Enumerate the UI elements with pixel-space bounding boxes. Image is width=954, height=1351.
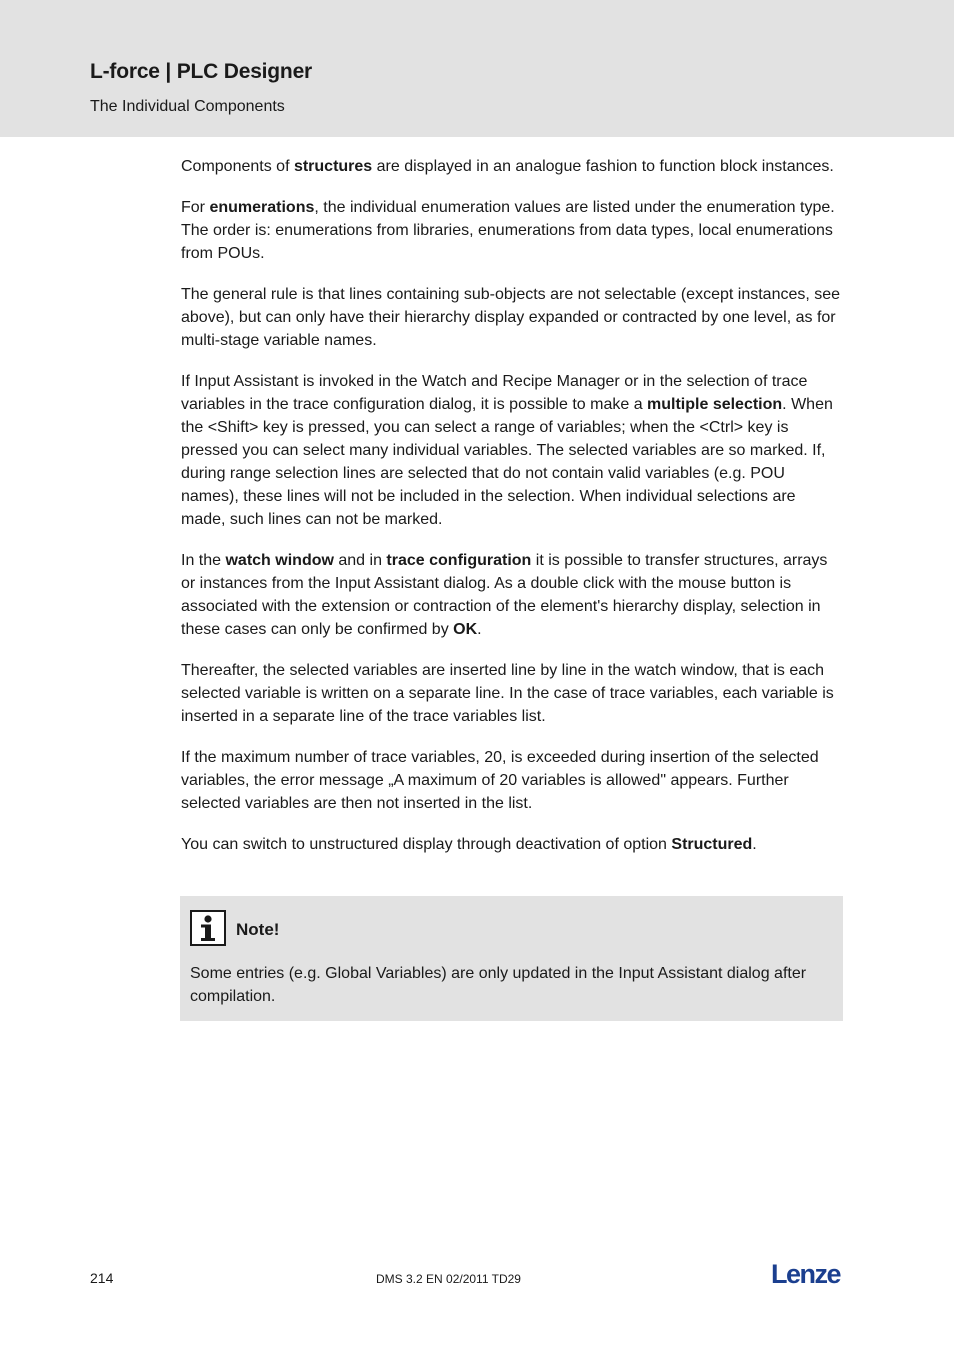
note-box	[180, 896, 843, 1021]
paragraph-structures: Components of structures are displayed in an analogue fashion to function block instances.	[181, 158, 834, 175]
document-id: DMS 3.2 EN 02/2011 TD29	[376, 1272, 521, 1286]
paragraph-enumerations: For enumerations, the individual enumeration values are listed under the enumeration type. The order is: enumerations from libraries, enumerations from data types, local enumerations from POUs.	[181, 199, 835, 262]
section-subtitle: The Individual Components	[90, 98, 285, 115]
paragraph-insertion: Thereafter, the selected variables are inserted line by line in the watch window, that is each selected variable is written on a separate line. In the case of trace variables, each variable is inserted in a separate line of the trace variables list.	[181, 662, 834, 725]
paragraph-general-rule: The general rule is that lines containing sub-objects are not selectable (except instances, see above), but can only have their hierarchy display expanded or contracted by one level, as for multi-stage variable names.	[181, 286, 841, 349]
svg-text:Lenze: Lenze	[771, 1259, 841, 1288]
note-text: Some entries (e.g. Global Variables) are only updated in the Input Assistant dialog after compilation.	[190, 965, 807, 1005]
note-title: Note!	[236, 920, 280, 939]
paragraph-unstructured: You can switch to unstructured display through deactivation of option Structured.	[181, 836, 757, 853]
document-title: L-force | PLC Designer	[90, 60, 313, 83]
lenze-logo	[771, 1258, 851, 1288]
paragraph-maximum: If the maximum number of trace variables, 20, is exceeded during insertion of the selected variables, the error message „A maximum of 20 variables is allowed" appears. Further selected variables are then not inserted in the list.	[181, 749, 819, 812]
page-header	[0, 0, 954, 137]
page-number: 214	[90, 1270, 114, 1286]
paragraph-watch-window: In the watch window and in trace configuration it is possible to transfer structures, arrays or instances from the Input Assistant dialog. As a double click with the mouse button is associated with the extension or contraction of the element's hierarchy display, selection in these cases can only be confirmed by OK.	[181, 552, 828, 638]
info-icon	[190, 910, 226, 946]
paragraph-multiple-selection: If Input Assistant is invoked in the Watch and Recipe Manager or in the selection of trace variables in the trace configuration dialog, it is possible to make a multiple selection. When the <Shift> key is pressed, you can select a range of variables; when the <Ctrl> key is pressed you can select many individual variables. The selected variables are so marked. If, during range selection lines are selected that do not contain valid variables (e.g. POU names), these lines will not be included in the selection. When individual selections are made, such lines can not be marked.	[181, 373, 833, 528]
body-text	[181, 155, 843, 874]
